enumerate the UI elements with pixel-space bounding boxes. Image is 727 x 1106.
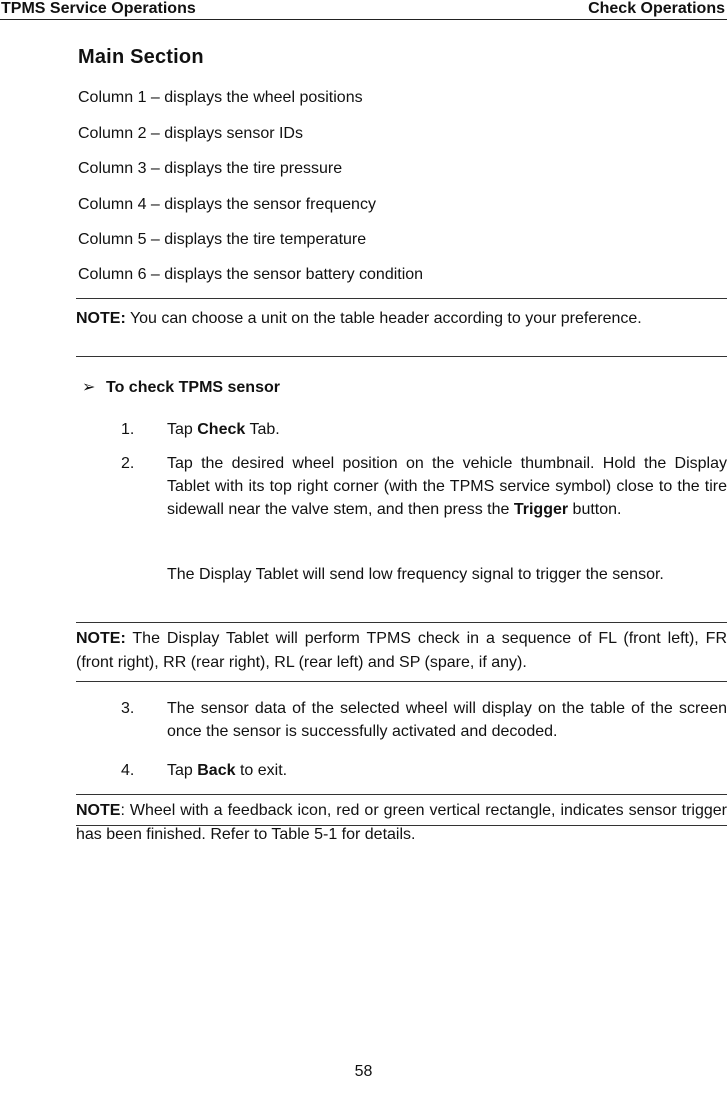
note-body: You can choose a unit on the table header according to your preference.	[125, 310, 642, 327]
note-text	[76, 799, 727, 847]
column-description-3: Column 3 – displays the tire pressure	[78, 160, 343, 177]
note-label: NOTE	[76, 802, 121, 819]
note-inner	[76, 794, 727, 847]
step-text: The sensor data of the selected wheel will display on the table of the screen once the sensor is successfully activated and decoded.	[167, 700, 727, 740]
note-check-sequence	[76, 622, 727, 682]
note-label: NOTE:	[76, 310, 126, 327]
column-description-1: Column 1 – displays the wheel positions	[78, 89, 363, 106]
note-body: The Display Tablet will perform TPMS check in a sequence of FL (front left), FR (front right), RR (rear right), RL (rear left) and SP (spare, if any).	[76, 630, 727, 671]
note-body: : Wheel with a feedback icon, red or green vertical rectangle, indicates sensor trigger has been finished. Refer to Table 5-1 for details.	[76, 802, 727, 843]
page-number: 58	[354, 1063, 373, 1080]
trigger-button-label: Trigger	[513, 501, 569, 518]
step-number: 3.	[121, 700, 135, 717]
step-text: Tap Check Tab.	[167, 421, 280, 438]
column-description-4: Column 4 – displays the sensor frequency	[78, 196, 376, 213]
step-2	[121, 452, 727, 521]
header-chapter-title: TPMS Service Operations	[1, 0, 196, 17]
note-feedback-icon	[76, 772, 727, 843]
column-description-2: Column 2 – displays sensor IDs	[78, 125, 303, 142]
step-text: Tap Back to exit.	[167, 762, 288, 779]
step-number: 4.	[121, 762, 135, 779]
step-3	[121, 697, 727, 743]
page-header	[0, 0, 727, 20]
procedure-title: To check TPMS sensor	[106, 379, 280, 396]
header-section-title: Check Operations	[588, 0, 725, 17]
note-unit-preference	[76, 298, 727, 357]
main-section-title: Main Section	[78, 46, 204, 68]
column-description-6: Column 6 – displays the sensor battery condition	[78, 266, 424, 283]
column-description-5: Column 5 – displays the tire temperature	[78, 231, 367, 248]
note-text	[76, 307, 727, 331]
step-text: Tap the desired wheel position on the vehicle thumbnail. Hold the Display Tablet with its top right corner (with the TPMS service symbol) close to the tire sidewall near the valve stem, and then press the Trigger button.	[167, 455, 727, 518]
check-tab-label: Check	[197, 421, 246, 438]
step-2-result: The Display Tablet will send low frequency signal to trigger the sensor.	[167, 566, 664, 583]
step-number: 1.	[121, 421, 135, 438]
note-text	[76, 627, 727, 675]
step-1	[121, 418, 727, 441]
note-label: NOTE:	[76, 630, 126, 647]
arrow-bullet-icon: ➢	[82, 379, 96, 396]
back-button-label: Back	[197, 762, 236, 779]
step-number: 2.	[121, 455, 135, 472]
procedure-heading	[82, 377, 280, 399]
